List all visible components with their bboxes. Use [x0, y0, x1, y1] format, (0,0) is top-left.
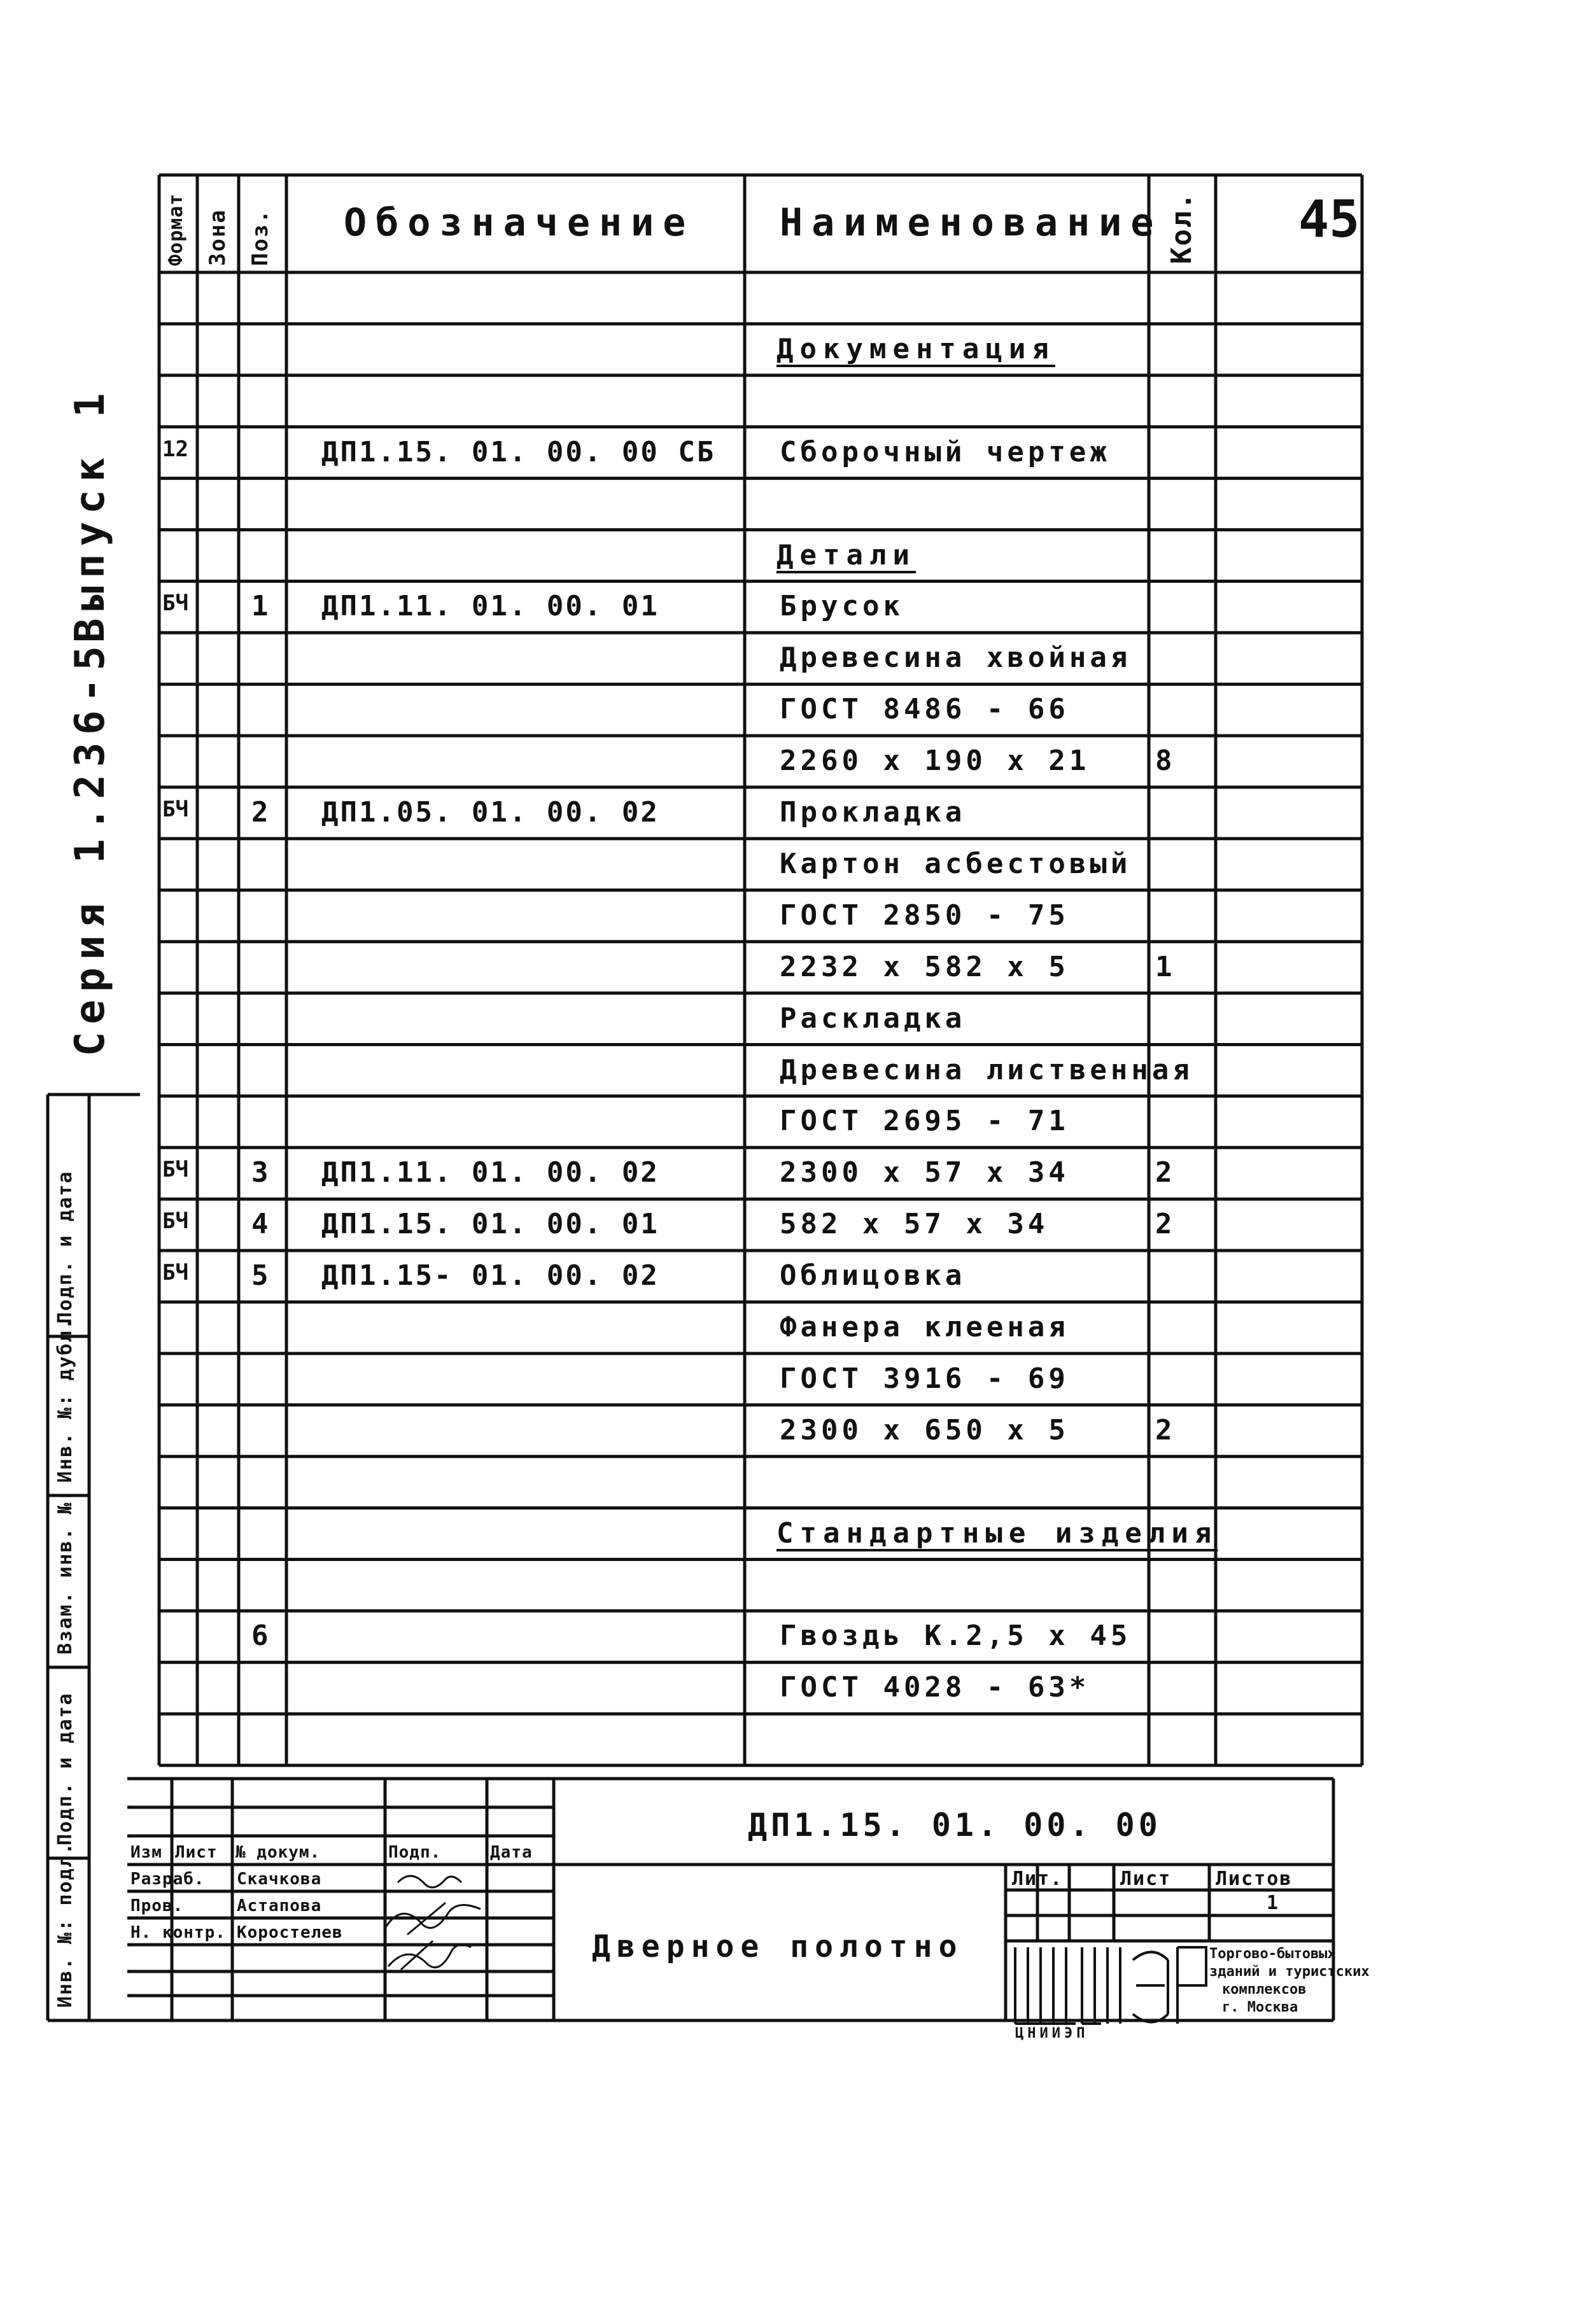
side-stamp-label: Подп. и дата: [54, 1170, 76, 1324]
row-position: 2: [251, 796, 271, 829]
row-designation: ДП1.15. 01. 00. 01: [321, 1208, 659, 1241]
header-format: Формат: [165, 193, 187, 266]
title-person: Коростелев: [237, 1923, 343, 1942]
row-name: Гвоздь К.2,5 x 45: [780, 1620, 1132, 1653]
row-format: БЧ: [162, 1157, 188, 1183]
row-name: Облицовка: [780, 1259, 966, 1292]
title-col-header: Подп.: [388, 1843, 442, 1862]
doc-name: Дверное полотно: [592, 1929, 964, 1964]
org-line: комплексов: [1222, 1982, 1307, 1998]
row-position: 3: [251, 1156, 271, 1189]
section-heading: Стандартные изделия: [776, 1516, 1218, 1550]
org-line: зданий и туристских: [1209, 1964, 1370, 1980]
row-name: 2300 x 650 x 5: [780, 1413, 1069, 1446]
sheets-value: 1: [1267, 1892, 1280, 1914]
series-label: Серия 1.236-5: [67, 638, 114, 1056]
row-format: БЧ: [162, 1260, 188, 1286]
header-zone: Зона: [205, 209, 230, 266]
row-position: 6: [251, 1620, 271, 1653]
header-pos: Поз.: [248, 209, 273, 266]
row-name: ГОСТ 8486 - 66: [780, 693, 1069, 726]
side-stamp-label: Инв. №: подл.: [54, 1842, 76, 2008]
header-qty: Кол.: [1165, 192, 1198, 264]
row-name: Картон асбестовый: [780, 847, 1132, 880]
sheet-label: Лист: [1120, 1868, 1172, 1890]
title-role: Пров.: [130, 1896, 184, 1915]
row-name: Фанера клееная: [780, 1311, 1069, 1343]
title-col-header: Дата: [490, 1843, 533, 1862]
row-designation: ДП1.15- 01. 00. 02: [321, 1259, 659, 1292]
row-name: Прокладка: [780, 796, 966, 829]
row-name: Древесина лиственная: [780, 1053, 1193, 1086]
row-designation: ДП1.05. 01. 00. 02: [321, 796, 659, 829]
row-quantity: 1: [1155, 950, 1174, 983]
page-number: 45: [1298, 190, 1360, 249]
row-name: ГОСТ 4028 - 63*: [780, 1671, 1090, 1704]
org-logo-text: ЦНИИЭП: [1015, 2026, 1089, 2041]
doc-code: ДП1.15. 01. 00. 00: [748, 1807, 1162, 1844]
row-format: БЧ: [162, 1208, 188, 1235]
title-person: Скачкова: [237, 1870, 322, 1889]
row-quantity: 2: [1155, 1208, 1174, 1241]
side-stamp-label: Взам. инв. №:: [54, 1488, 76, 1655]
row-position: 4: [251, 1208, 271, 1241]
row-position: 5: [251, 1259, 271, 1292]
header-designation: Обозначение: [344, 200, 695, 245]
row-name: 2232 x 582 x 5: [780, 950, 1069, 983]
row-designation: ДП1.11. 01. 00. 02: [321, 1156, 659, 1189]
section-heading: Детали: [776, 538, 916, 571]
title-role: Н. контр.: [130, 1923, 226, 1942]
org-logo: [1015, 1947, 1206, 2024]
row-name: ГОСТ 2850 - 75: [780, 899, 1069, 932]
row-name: Древесина хвойная: [780, 641, 1132, 675]
row-format: 12: [162, 436, 188, 462]
row-quantity: 8: [1155, 745, 1174, 778]
title-role: Разраб.: [130, 1870, 205, 1889]
org-line: Торгово-бытовых: [1209, 1946, 1336, 1962]
section-heading: Документация: [776, 332, 1055, 365]
header-name: Наименование: [780, 200, 1163, 245]
sheets-label: Листов: [1216, 1868, 1293, 1890]
lit-label: Лит.: [1012, 1868, 1064, 1890]
side-stamp-label: Инв. №: дубл.: [54, 1317, 76, 1483]
org-line: г. Москва: [1222, 1999, 1298, 2015]
row-position: 1: [251, 590, 271, 623]
row-name: Сборочный чертеж: [780, 435, 1111, 468]
title-col-header: Лист: [175, 1843, 218, 1862]
row-designation: ДП1.11. 01. 00. 01: [321, 590, 659, 623]
title-person: Астапова: [237, 1896, 322, 1915]
row-quantity: 2: [1155, 1413, 1174, 1446]
signature-1: [398, 1876, 461, 1887]
row-format: БЧ: [162, 797, 188, 822]
side-stamp-label: Подп. и дата: [54, 1692, 76, 1845]
row-name: Брусок: [780, 590, 904, 623]
row-name: 2300 x 57 x 34: [780, 1156, 1069, 1189]
row-designation: ДП1.15. 01. 00. 00 СБ: [321, 435, 716, 468]
row-format: БЧ: [162, 591, 188, 617]
row-name: ГОСТ 2695 - 71: [780, 1105, 1069, 1138]
row-name: 2260 x 190 x 21: [780, 745, 1090, 778]
row-name: 582 x 57 x 34: [780, 1208, 1049, 1241]
title-col-header: № докум.: [235, 1843, 321, 1862]
row-name: ГОСТ 3916 - 69: [780, 1362, 1069, 1395]
row-quantity: 2: [1155, 1156, 1174, 1189]
issue-label: Выпуск 1: [67, 385, 114, 643]
title-col-header: Изм: [130, 1843, 162, 1862]
row-name: Раскладка: [780, 1002, 966, 1035]
